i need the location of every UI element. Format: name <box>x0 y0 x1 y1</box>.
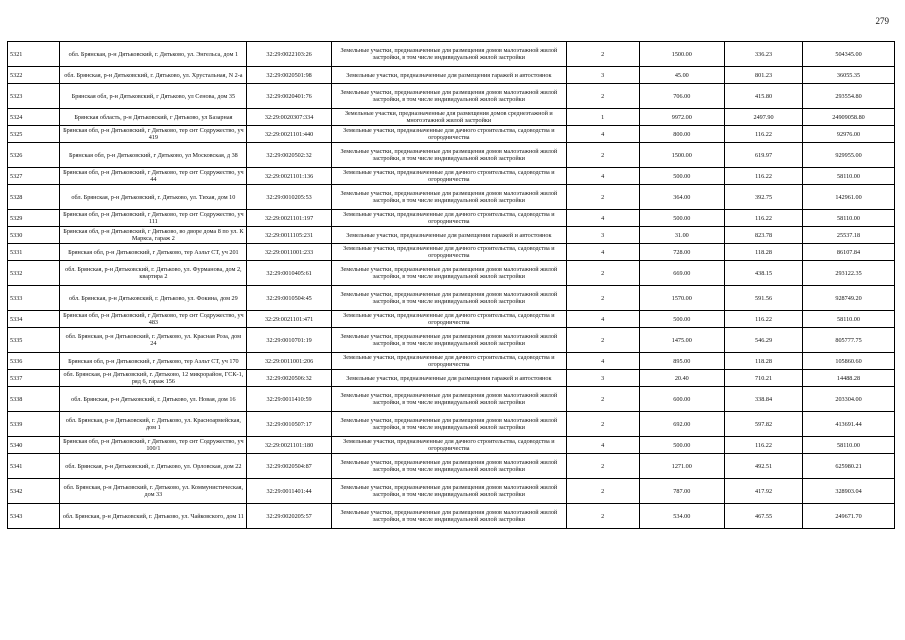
area-value: 500.00 <box>639 210 724 227</box>
cadastral-value: 36055.35 <box>803 67 895 84</box>
group-number: 3 <box>566 67 639 84</box>
cadastral-value: 24909058.80 <box>803 109 895 126</box>
row-number: 5339 <box>8 412 60 437</box>
table-row <box>8 286 895 311</box>
table-row <box>8 185 895 210</box>
table-row <box>8 311 895 328</box>
row-address: обл. Брянская, р-н Дятьковский, г. Дятьково, ул. Новая, дом 16 <box>60 387 247 412</box>
cadastral-number: 32:29:0020205:57 <box>247 504 331 529</box>
row-number: 5338 <box>8 387 60 412</box>
area-value: 1475.00 <box>639 328 724 353</box>
land-use-type: Земельные участки, предназначенные для размещения гаражей и автостоянок <box>331 67 566 84</box>
specific-value: 336.23 <box>725 42 803 67</box>
cadastral-value: 625980.21 <box>803 454 895 479</box>
area-value: 364.00 <box>639 185 724 210</box>
table-row <box>8 454 895 479</box>
group-number: 2 <box>566 387 639 412</box>
area-value: 787.00 <box>639 479 724 504</box>
cadastral-value: 58110.00 <box>803 210 895 227</box>
row-address: обл. Брянская, р-н Дятьковский, г. Дятьково, ул. Фурманова, дом 2, квартира 2 <box>60 261 247 286</box>
row-address: Брянская обл, р-н Дятьковский, г Дятьково, тер Аэльт СТ, уч 201 <box>60 244 247 261</box>
row-number: 5321 <box>8 42 60 67</box>
group-number: 4 <box>566 126 639 143</box>
row-address: обл. Брянская, р-н Дятьковский, г. Дятьково, ул. Красноармейская, дом 1 <box>60 412 247 437</box>
land-use-type: Земельные участки, предназначенные для размещения домов малоэтажной жилой застройки, в том числе индивидуальной жилой застройки <box>331 84 566 109</box>
land-use-type: Земельные участки, предназначенные для размещения домов малоэтажной жилой застройки, в том числе индивидуальной жилой застройки <box>331 42 566 67</box>
specific-value: 546.29 <box>725 328 803 353</box>
row-address: Брянская обл, р-н Дятьковский, г Дятьково, тер Аэльт СТ, уч 170 <box>60 353 247 370</box>
group-number: 2 <box>566 328 639 353</box>
cadastral-number: 32:29:0020501:98 <box>247 67 331 84</box>
land-use-type: Земельные участки, предназначенные для дачного строительства, садоводства и огородничества <box>331 168 566 185</box>
specific-value: 417.92 <box>725 479 803 504</box>
table-row <box>8 84 895 109</box>
specific-value: 591.56 <box>725 286 803 311</box>
group-number: 4 <box>566 311 639 328</box>
row-address: Брянская область, р-н Дятьковский, г Дятьково, ул Базарная <box>60 109 247 126</box>
specific-value: 338.84 <box>725 387 803 412</box>
land-use-type: Земельные участки, предназначенные для размещения домов малоэтажной жилой застройки, в том числе индивидуальной жилой застройки <box>331 143 566 168</box>
table-row <box>8 168 895 185</box>
row-number: 5332 <box>8 261 60 286</box>
row-number: 5340 <box>8 437 60 454</box>
specific-value: 710.21 <box>725 370 803 387</box>
table-row <box>8 437 895 454</box>
row-address: Брянская обл, р-н Дятьковский, г Дятьково, ул Сенова, дом 35 <box>60 84 247 109</box>
row-address: обл. Брянская, р-н Дятьковский, г. Дятьково, ул. Чайковского, дом 11 <box>60 504 247 529</box>
group-number: 2 <box>566 504 639 529</box>
row-number: 5341 <box>8 454 60 479</box>
land-use-type: Земельные участки, предназначенные для размещения домов малоэтажной жилой застройки, в том числе индивидуальной жилой застройки <box>331 479 566 504</box>
area-value: 500.00 <box>639 168 724 185</box>
row-address: обл. Брянская, р-н Дятьковский, г. Дятьково, ул. Коммунистическая, дом 33 <box>60 479 247 504</box>
specific-value: 492.51 <box>725 454 803 479</box>
land-use-type: Земельные участки, предназначенные для размещения домов малоэтажной жилой застройки, в том числе индивидуальной жилой застройки <box>331 412 566 437</box>
cadastral-value: 928749.20 <box>803 286 895 311</box>
row-address: обл. Брянская, р-н Дятьковский, г. Дятьково, ул. Орловская, дом 22 <box>60 454 247 479</box>
specific-value: 415.80 <box>725 84 803 109</box>
row-address: Брянская обл, р-н Дятьковский, г Дятьково, тер снт Содружество, уч 44 <box>60 168 247 185</box>
table-row <box>8 67 895 84</box>
land-use-type: Земельные участки, предназначенные для размещения домов среднеэтажной и многоэтажной жилой застройки <box>331 109 566 126</box>
cadastral-value: 328903.04 <box>803 479 895 504</box>
area-value: 31.00 <box>639 227 724 244</box>
table-row <box>8 261 895 286</box>
table-row <box>8 387 895 412</box>
cadastral-value: 58110.00 <box>803 168 895 185</box>
cadastral-value: 14488.28 <box>803 370 895 387</box>
area-value: 500.00 <box>639 437 724 454</box>
land-use-type: Земельные участки, предназначенные для размещения домов малоэтажной жилой застройки, в том числе индивидуальной жилой застройки <box>331 387 566 412</box>
cadastral-value: 58110.00 <box>803 437 895 454</box>
cadastral-number: 32:29:0021101:440 <box>247 126 331 143</box>
area-value: 669.00 <box>639 261 724 286</box>
row-address: обл. Брянская, р-н Дятьковский, г. Дятьково, ул. Хрустальная, N 2-а <box>60 67 247 84</box>
specific-value: 823.78 <box>725 227 803 244</box>
cadastral-value-table <box>7 41 895 529</box>
specific-value: 597.82 <box>725 412 803 437</box>
row-number: 5331 <box>8 244 60 261</box>
table-row <box>8 353 895 370</box>
table-row <box>8 244 895 261</box>
table-row <box>8 370 895 387</box>
row-number: 5329 <box>8 210 60 227</box>
group-number: 2 <box>566 454 639 479</box>
area-value: 9972.00 <box>639 109 724 126</box>
land-use-type: Земельные участки, предназначенные для размещения домов малоэтажной жилой застройки, в том числе индивидуальной жилой застройки <box>331 185 566 210</box>
table-row <box>8 143 895 168</box>
group-number: 1 <box>566 109 639 126</box>
table-row <box>8 126 895 143</box>
row-address: обл. Брянская, р-н Дятьковский, г. Дятьково, ул. Тихая, дом 10 <box>60 185 247 210</box>
land-use-type: Земельные участки, предназначенные для дачного строительства, садоводства и огородничества <box>331 353 566 370</box>
cadastral-number: 32:29:0021101:471 <box>247 311 331 328</box>
cadastral-number: 32:29:0020401:76 <box>247 84 331 109</box>
cadastral-number: 32:29:0021101:180 <box>247 437 331 454</box>
row-number: 5323 <box>8 84 60 109</box>
group-number: 2 <box>566 84 639 109</box>
specific-value: 116.22 <box>725 126 803 143</box>
cadastral-number: 32:29:0011410:59 <box>247 387 331 412</box>
specific-value: 118.28 <box>725 353 803 370</box>
row-address: Брянская обл, р-н Дятьковский, г Дятьково, тер снт Содружество, уч 419 <box>60 126 247 143</box>
specific-value: 118.28 <box>725 244 803 261</box>
specific-value: 116.22 <box>725 168 803 185</box>
land-use-type: Земельные участки, предназначенные для размещения домов малоэтажной жилой застройки, в том числе индивидуальной жилой застройки <box>331 454 566 479</box>
row-number: 5324 <box>8 109 60 126</box>
area-value: 600.00 <box>639 387 724 412</box>
table-row <box>8 210 895 227</box>
row-number: 5328 <box>8 185 60 210</box>
cadastral-number: 32:29:0010504:45 <box>247 286 331 311</box>
cadastral-number: 32:29:0011105:231 <box>247 227 331 244</box>
land-use-type: Земельные участки, предназначенные для дачного строительства, садоводства и огородничества <box>331 210 566 227</box>
cadastral-number: 32:29:0010701:19 <box>247 328 331 353</box>
table-row <box>8 328 895 353</box>
group-number: 4 <box>566 244 639 261</box>
row-address: обл. Брянская, р-н Дятьковский, г. Дятьково, ул. Красная Роза, дом 24 <box>60 328 247 353</box>
area-value: 45.00 <box>639 67 724 84</box>
row-number: 5334 <box>8 311 60 328</box>
group-number: 2 <box>566 42 639 67</box>
cadastral-value: 203304.00 <box>803 387 895 412</box>
specific-value: 392.75 <box>725 185 803 210</box>
cadastral-number: 32:29:0020504:87 <box>247 454 331 479</box>
cadastral-number: 32:29:0010205:53 <box>247 185 331 210</box>
row-number: 5336 <box>8 353 60 370</box>
land-use-type: Земельные участки, предназначенные для размещения гаражей и автостоянок <box>331 227 566 244</box>
row-number: 5326 <box>8 143 60 168</box>
row-number: 5325 <box>8 126 60 143</box>
area-value: 1500.00 <box>639 143 724 168</box>
row-address: обл. Брянская, р-н Дятьковский, г. Дятьково, 12 микрорайон, ГСК-1, ряд 6, гараж 156 <box>60 370 247 387</box>
area-value: 1271.00 <box>639 454 724 479</box>
cadastral-number: 32:29:0021101:136 <box>247 168 331 185</box>
area-value: 20.40 <box>639 370 724 387</box>
area-value: 706.00 <box>639 84 724 109</box>
cadastral-number: 32:29:0010405:61 <box>247 261 331 286</box>
specific-value: 467.55 <box>725 504 803 529</box>
land-use-type: Земельные участки, предназначенные для размещения домов малоэтажной жилой застройки, в том числе индивидуальной жилой застройки <box>331 504 566 529</box>
group-number: 4 <box>566 437 639 454</box>
row-address: обл. Брянская, р-н Дятьковский, г. Дятьково, ул. Энгельса, дом 1 <box>60 42 247 67</box>
specific-value: 116.22 <box>725 210 803 227</box>
cadastral-number: 32:29:0011001:206 <box>247 353 331 370</box>
row-address: Брянская обл, р-н Дятьковский, г Дятьково, ул Московская, д 38 <box>60 143 247 168</box>
land-use-type: Земельные участки, предназначенные для дачного строительства, садоводства и огородничества <box>331 244 566 261</box>
cadastral-value: 929955.00 <box>803 143 895 168</box>
group-number: 4 <box>566 353 639 370</box>
cadastral-number: 32:29:0011401:44 <box>247 479 331 504</box>
area-value: 1500.00 <box>639 42 724 67</box>
table-row <box>8 412 895 437</box>
cadastral-value: 293554.80 <box>803 84 895 109</box>
land-use-type: Земельные участки, предназначенные для размещения домов малоэтажной жилой застройки, в том числе индивидуальной жилой застройки <box>331 261 566 286</box>
area-value: 895.00 <box>639 353 724 370</box>
table-row <box>8 109 895 126</box>
land-use-type: Земельные участки, предназначенные для дачного строительства, садоводства и огородничества <box>331 126 566 143</box>
cadastral-number: 32:29:0021101:197 <box>247 210 331 227</box>
group-number: 4 <box>566 168 639 185</box>
area-value: 692.00 <box>639 412 724 437</box>
specific-value: 619.97 <box>725 143 803 168</box>
table-row <box>8 227 895 244</box>
row-address: Брянская обл, р-н Дятьковский, г Дятьково, тер снт Содружество, уч 111 <box>60 210 247 227</box>
land-use-type: Земельные участки, предназначенные для дачного строительства, садоводства и огородничества <box>331 437 566 454</box>
cadastral-value: 86107.84 <box>803 244 895 261</box>
land-use-type: Земельные участки, предназначенные для размещения гаражей и автостоянок <box>331 370 566 387</box>
group-number: 2 <box>566 412 639 437</box>
area-value: 800.00 <box>639 126 724 143</box>
row-address: обл. Брянская, р-н Дятьковский, г. Дятьково, ул. Фокина, дом 29 <box>60 286 247 311</box>
cadastral-number: 32:29:0011001:233 <box>247 244 331 261</box>
cadastral-value: 805777.75 <box>803 328 895 353</box>
cadastral-number: 32:29:0020502:32 <box>247 143 331 168</box>
specific-value: 2497.90 <box>725 109 803 126</box>
row-number: 5333 <box>8 286 60 311</box>
table-row <box>8 504 895 529</box>
specific-value: 116.22 <box>725 311 803 328</box>
row-number: 5337 <box>8 370 60 387</box>
row-address: Брянская обл, р-н Дятьковский, г Дятьково, тер снт Содружество, уч 483 <box>60 311 247 328</box>
specific-value: 801.23 <box>725 67 803 84</box>
row-address: Брянская обл, р-н Дятьковский, г Дятьково, тер снт Содружество, уч 100/1 <box>60 437 247 454</box>
group-number: 2 <box>566 479 639 504</box>
row-number: 5343 <box>8 504 60 529</box>
group-number: 2 <box>566 286 639 311</box>
land-use-type: Земельные участки, предназначенные для дачного строительства, садоводства и огородничества <box>331 311 566 328</box>
cadastral-number: 32:29:0010507:17 <box>247 412 331 437</box>
cadastral-number: 32:29:0022103:26 <box>247 42 331 67</box>
cadastral-number: 32:29:0020307:334 <box>247 109 331 126</box>
land-use-type: Земельные участки, предназначенные для размещения домов малоэтажной жилой застройки, в том числе индивидуальной жилой застройки <box>331 286 566 311</box>
cadastral-value: 58110.00 <box>803 311 895 328</box>
cadastral-value: 249671.70 <box>803 504 895 529</box>
area-value: 534.00 <box>639 504 724 529</box>
group-number: 3 <box>566 370 639 387</box>
group-number: 2 <box>566 185 639 210</box>
row-number: 5330 <box>8 227 60 244</box>
cadastral-value: 504345.00 <box>803 42 895 67</box>
group-number: 2 <box>566 261 639 286</box>
row-number: 5322 <box>8 67 60 84</box>
specific-value: 116.22 <box>725 437 803 454</box>
cadastral-value: 142961.00 <box>803 185 895 210</box>
page-number: 279 <box>875 16 889 26</box>
cadastral-value: 92976.00 <box>803 126 895 143</box>
cadastral-value: 413691.44 <box>803 412 895 437</box>
group-number: 2 <box>566 143 639 168</box>
land-use-type: Земельные участки, предназначенные для размещения домов малоэтажной жилой застройки, в том числе индивидуальной жилой застройки <box>331 328 566 353</box>
row-number: 5327 <box>8 168 60 185</box>
area-value: 1570.00 <box>639 286 724 311</box>
cadastral-number: 32:29:0020506:32 <box>247 370 331 387</box>
row-number: 5342 <box>8 479 60 504</box>
row-address: Брянская обл, р-н Дятьковский, г Дятьково, во дворе дома 8 по ул. К Маркса, гараж 2 <box>60 227 247 244</box>
row-number: 5335 <box>8 328 60 353</box>
group-number: 4 <box>566 210 639 227</box>
table-row <box>8 479 895 504</box>
cadastral-value: 105860.60 <box>803 353 895 370</box>
specific-value: 438.15 <box>725 261 803 286</box>
group-number: 3 <box>566 227 639 244</box>
table-row <box>8 42 895 67</box>
cadastral-value: 293122.35 <box>803 261 895 286</box>
area-value: 500.00 <box>639 311 724 328</box>
cadastral-value: 25537.18 <box>803 227 895 244</box>
area-value: 728.00 <box>639 244 724 261</box>
table-body <box>8 42 895 529</box>
